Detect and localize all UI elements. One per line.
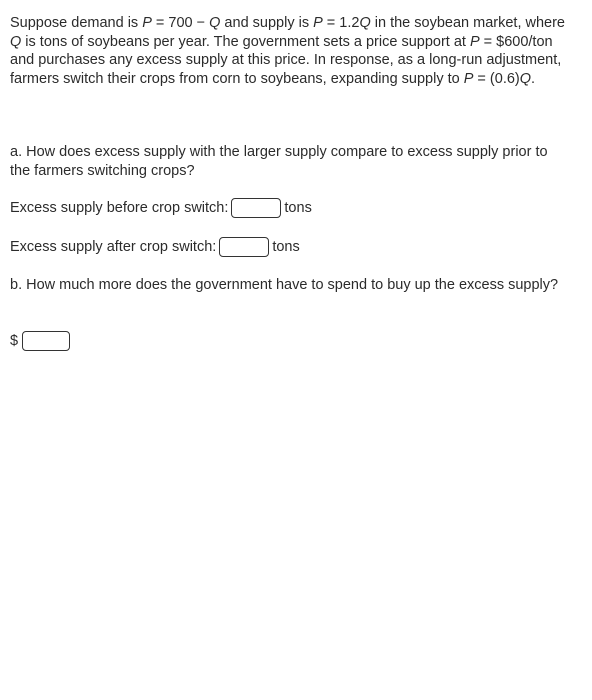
problem-text-part: = $600/ton and purchases any excess supply at this price. In response, as a long-run adjustment, farmers switch their crops from corn to soybeans, expanding supply to — [10, 33, 562, 87]
excess-supply-before-label: Excess supply before crop switch: — [10, 200, 229, 216]
part-b-question: b. How much more does the government have to spend to buy up the excess supply? — [10, 277, 559, 293]
currency-symbol: $ — [10, 333, 19, 349]
math-var: P — [469, 33, 480, 50]
problem-text-part: = 1.2 — [322, 15, 360, 31]
excess-supply-after-label: Excess supply after crop switch: — [10, 239, 217, 255]
problem-text-part: Suppose demand is — [10, 15, 143, 31]
math-var: Q — [10, 33, 22, 50]
part-a-question: a. How does excess supply with the larger supply compare to excess supply prior to the farmers switching crops? — [10, 144, 548, 179]
problem-text-part: = 700 − — [151, 15, 210, 31]
additional-spending-input[interactable] — [22, 331, 70, 351]
problem-text-part: . — [531, 70, 536, 87]
math-var: P — [313, 15, 323, 31]
problem-statement — [10, 14, 570, 88]
math-var: P — [142, 15, 152, 31]
math-var: Q — [519, 70, 532, 87]
problem-text-part: = (0.6) — [473, 70, 520, 87]
math-var: P — [463, 70, 474, 87]
math-var: Q — [209, 15, 221, 31]
excess-supply-after-unit: tons — [272, 239, 300, 255]
excess-supply-before-row — [10, 198, 312, 218]
problem-text-part: and supply is — [220, 15, 314, 31]
excess-supply-before-unit: tons — [284, 200, 312, 216]
government-spending-row — [10, 331, 73, 351]
problem-text-part: is tons of soybeans per year. The government sets a price support at — [21, 33, 470, 50]
math-var: Q — [359, 15, 371, 31]
excess-supply-before-input[interactable] — [231, 198, 281, 218]
problem-text-part: in the soybean market, where — [370, 15, 565, 31]
excess-supply-after-row — [10, 237, 300, 257]
excess-supply-after-input[interactable] — [219, 237, 269, 257]
problem-text — [10, 14, 570, 88]
